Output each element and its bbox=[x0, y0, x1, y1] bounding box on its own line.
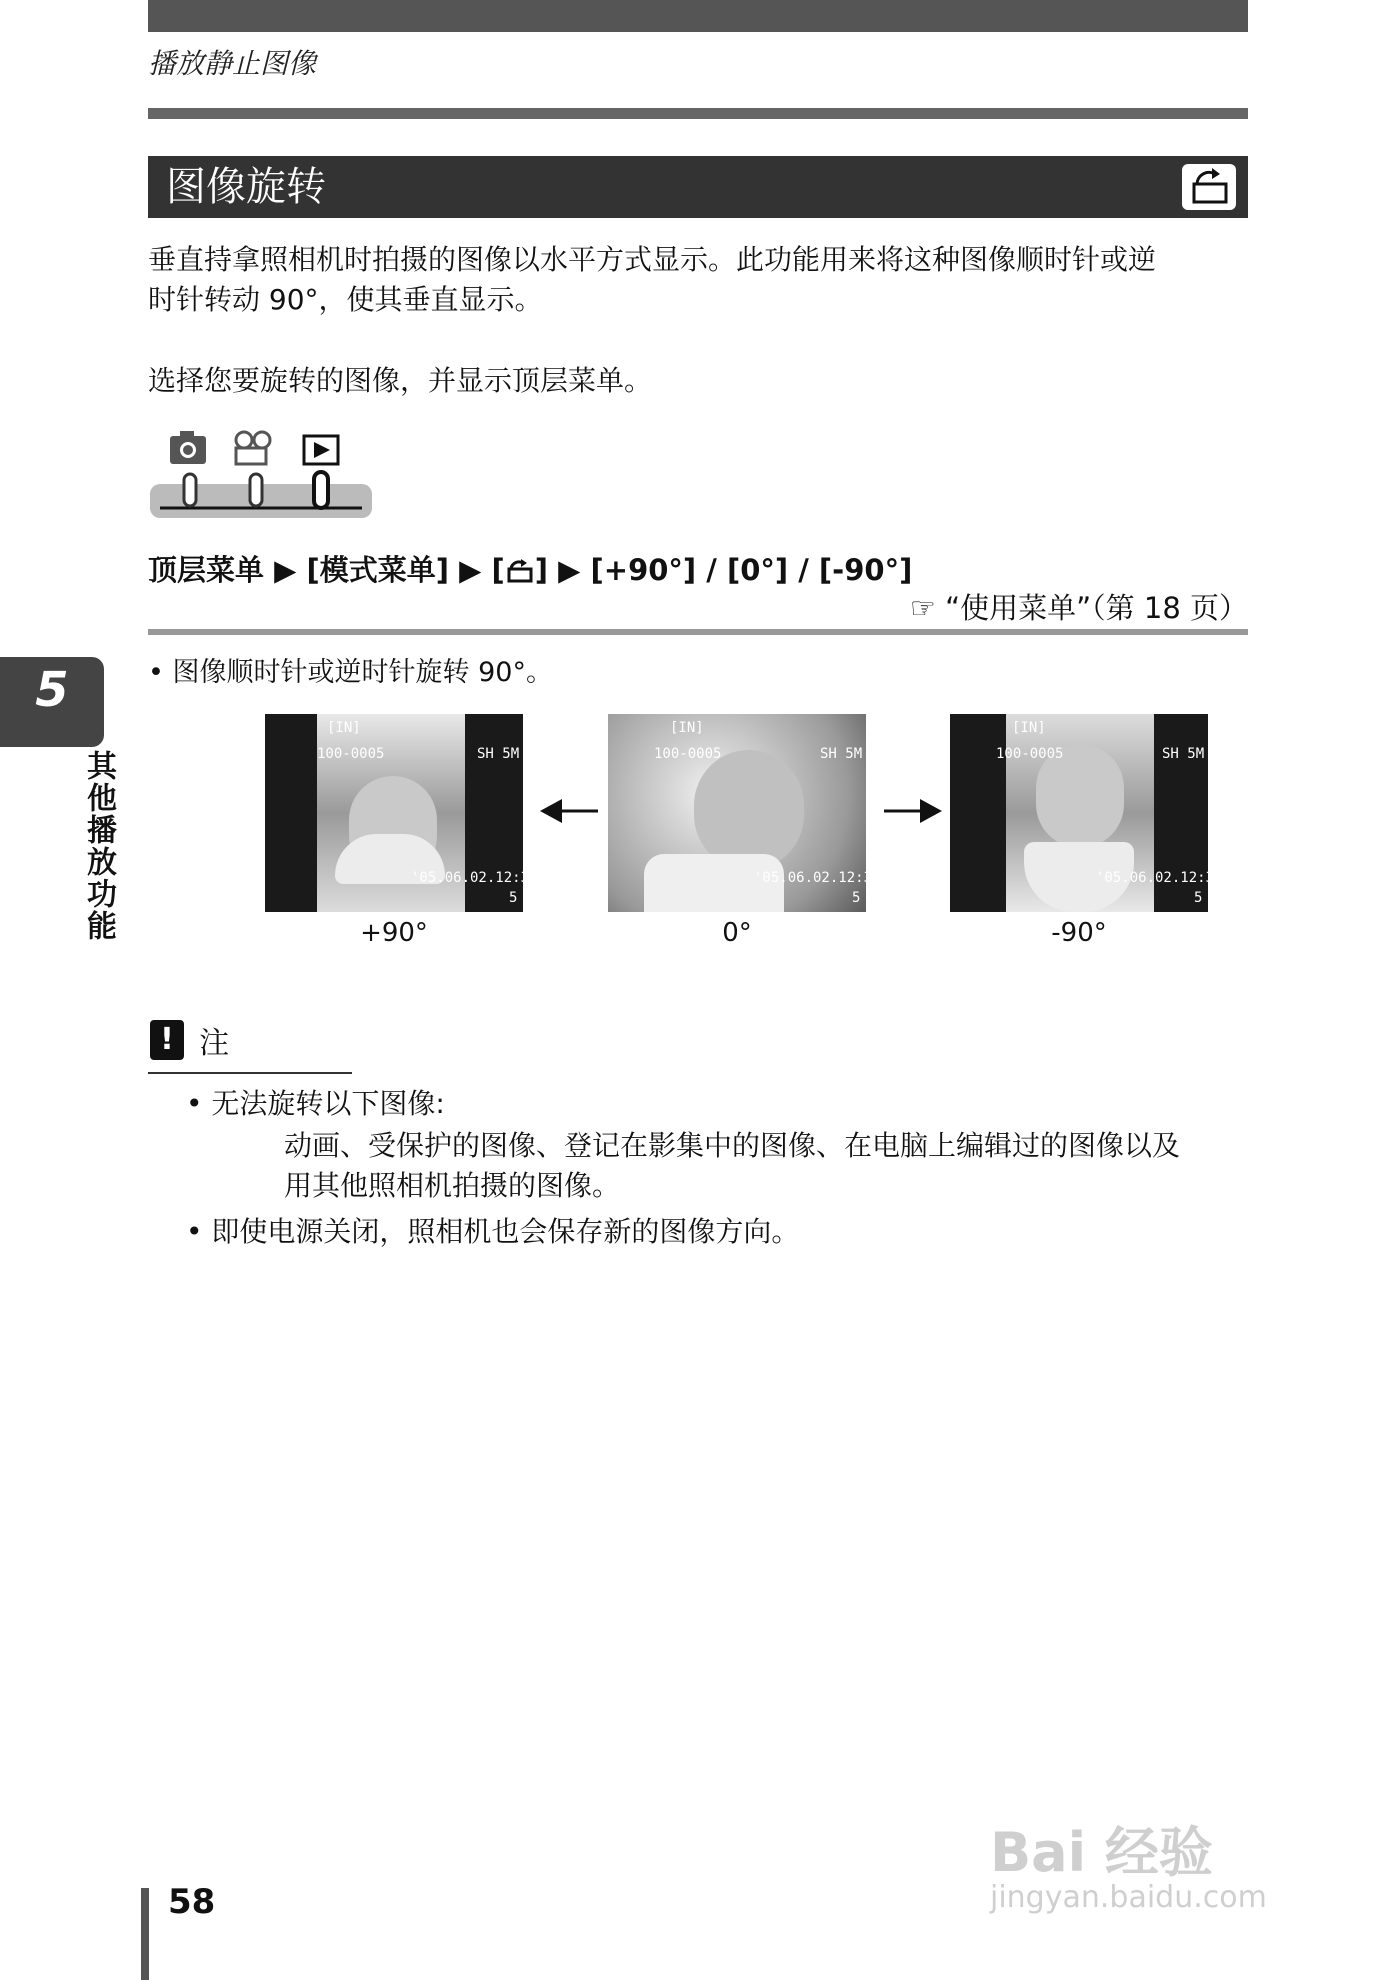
section-rule bbox=[148, 629, 1248, 635]
mode-text: [IN] bbox=[1012, 720, 1046, 736]
rotation-bullet: • 图像顺时针或逆时针旋转 90°。 bbox=[148, 657, 553, 688]
watermark-url: jingyan.baidu.com bbox=[990, 1880, 1267, 1915]
mode-text: [IN] bbox=[327, 720, 361, 736]
step-instruction: 选择您要旋转的图像，并显示顶层菜单。 bbox=[148, 364, 653, 397]
note-underline bbox=[148, 1072, 352, 1074]
file-number: 100-0005 bbox=[996, 746, 1064, 762]
caption-zero: 0° bbox=[722, 918, 752, 948]
section-title: 播放静止图像 bbox=[148, 47, 317, 80]
note-item: 动画、受保护的图像、登记在影集中的图像、在电脑上编辑过的图像以及 bbox=[284, 1129, 1181, 1162]
chapter-number: 5 bbox=[35, 662, 69, 718]
frame-number: 5 bbox=[852, 890, 861, 906]
menu-path bbox=[148, 548, 912, 589]
size-text: 5M bbox=[845, 746, 863, 762]
size-text: 5M bbox=[1187, 746, 1205, 762]
exclamation-icon: ! bbox=[150, 1020, 184, 1060]
photo-minus-90 bbox=[950, 714, 1223, 912]
photo-zero bbox=[608, 714, 881, 912]
page-number-bar bbox=[141, 1888, 149, 1980]
datetime-text: '05.06.02.12:30 bbox=[1096, 870, 1223, 886]
intro-line-1: 垂直持拿照相机时拍摄的图像以水平方式显示。此功能用来将这种图像顺时针或逆 bbox=[148, 243, 1157, 276]
caption-minus-90: -90° bbox=[1051, 918, 1107, 948]
page-number: 58 bbox=[168, 1882, 216, 1922]
menu-path-head: 顶层菜单 ▶ [模式菜单] ▶ [ bbox=[148, 553, 505, 587]
menu-path-tail: ] ▶ [+90°] / [0°] / [-90°] bbox=[534, 553, 913, 587]
header-divider bbox=[148, 108, 1248, 119]
reference-text: “使用菜单”（第 18 页） bbox=[945, 591, 1248, 625]
frame-number: 5 bbox=[1194, 890, 1203, 906]
mode-dial bbox=[150, 428, 374, 524]
frame-number: 5 bbox=[509, 890, 518, 906]
playback-icon bbox=[304, 436, 338, 464]
file-number: 100-0005 bbox=[654, 746, 722, 762]
note-heading bbox=[150, 1018, 229, 1062]
rotate-icon bbox=[1182, 164, 1236, 210]
quality-text: SH bbox=[477, 746, 494, 762]
note-item: • 即使电源关闭，照相机也会保存新的图像方向。 bbox=[186, 1215, 800, 1248]
arrow-left-icon bbox=[540, 796, 600, 830]
camera-icon bbox=[170, 431, 206, 464]
header-top-bar bbox=[148, 0, 1248, 32]
arrow-right-icon bbox=[882, 796, 942, 830]
note-title: 注 bbox=[199, 1026, 230, 1061]
mode-text: [IN] bbox=[670, 720, 704, 736]
reference-mark-icon: ☞ bbox=[909, 591, 936, 625]
photo-plus-90 bbox=[265, 714, 538, 912]
size-text: 5M bbox=[502, 746, 520, 762]
quality-text: SH bbox=[1162, 746, 1179, 762]
reference-line bbox=[148, 586, 1248, 627]
quality-text: SH bbox=[820, 746, 837, 762]
rotate-inline-icon bbox=[505, 553, 535, 587]
page-title: 图像旋转 bbox=[166, 164, 326, 210]
file-number: 100-0005 bbox=[317, 746, 385, 762]
note-item: 用其他照相机拍摄的图像。 bbox=[284, 1169, 621, 1202]
note-item: • 无法旋转以下图像: bbox=[186, 1087, 445, 1120]
chapter-label: 其他播放功能 bbox=[81, 750, 116, 942]
datetime-text: '05.06.02.12:30 bbox=[411, 870, 538, 886]
intro-line-2: 时针转动 90°，使其垂直显示。 bbox=[148, 283, 543, 316]
movie-icon bbox=[236, 432, 270, 464]
caption-plus-90: +90° bbox=[360, 918, 428, 948]
watermark-brand: Bai 经验 bbox=[990, 1821, 1213, 1884]
datetime-text: '05.06.02.12:30 bbox=[754, 870, 881, 886]
